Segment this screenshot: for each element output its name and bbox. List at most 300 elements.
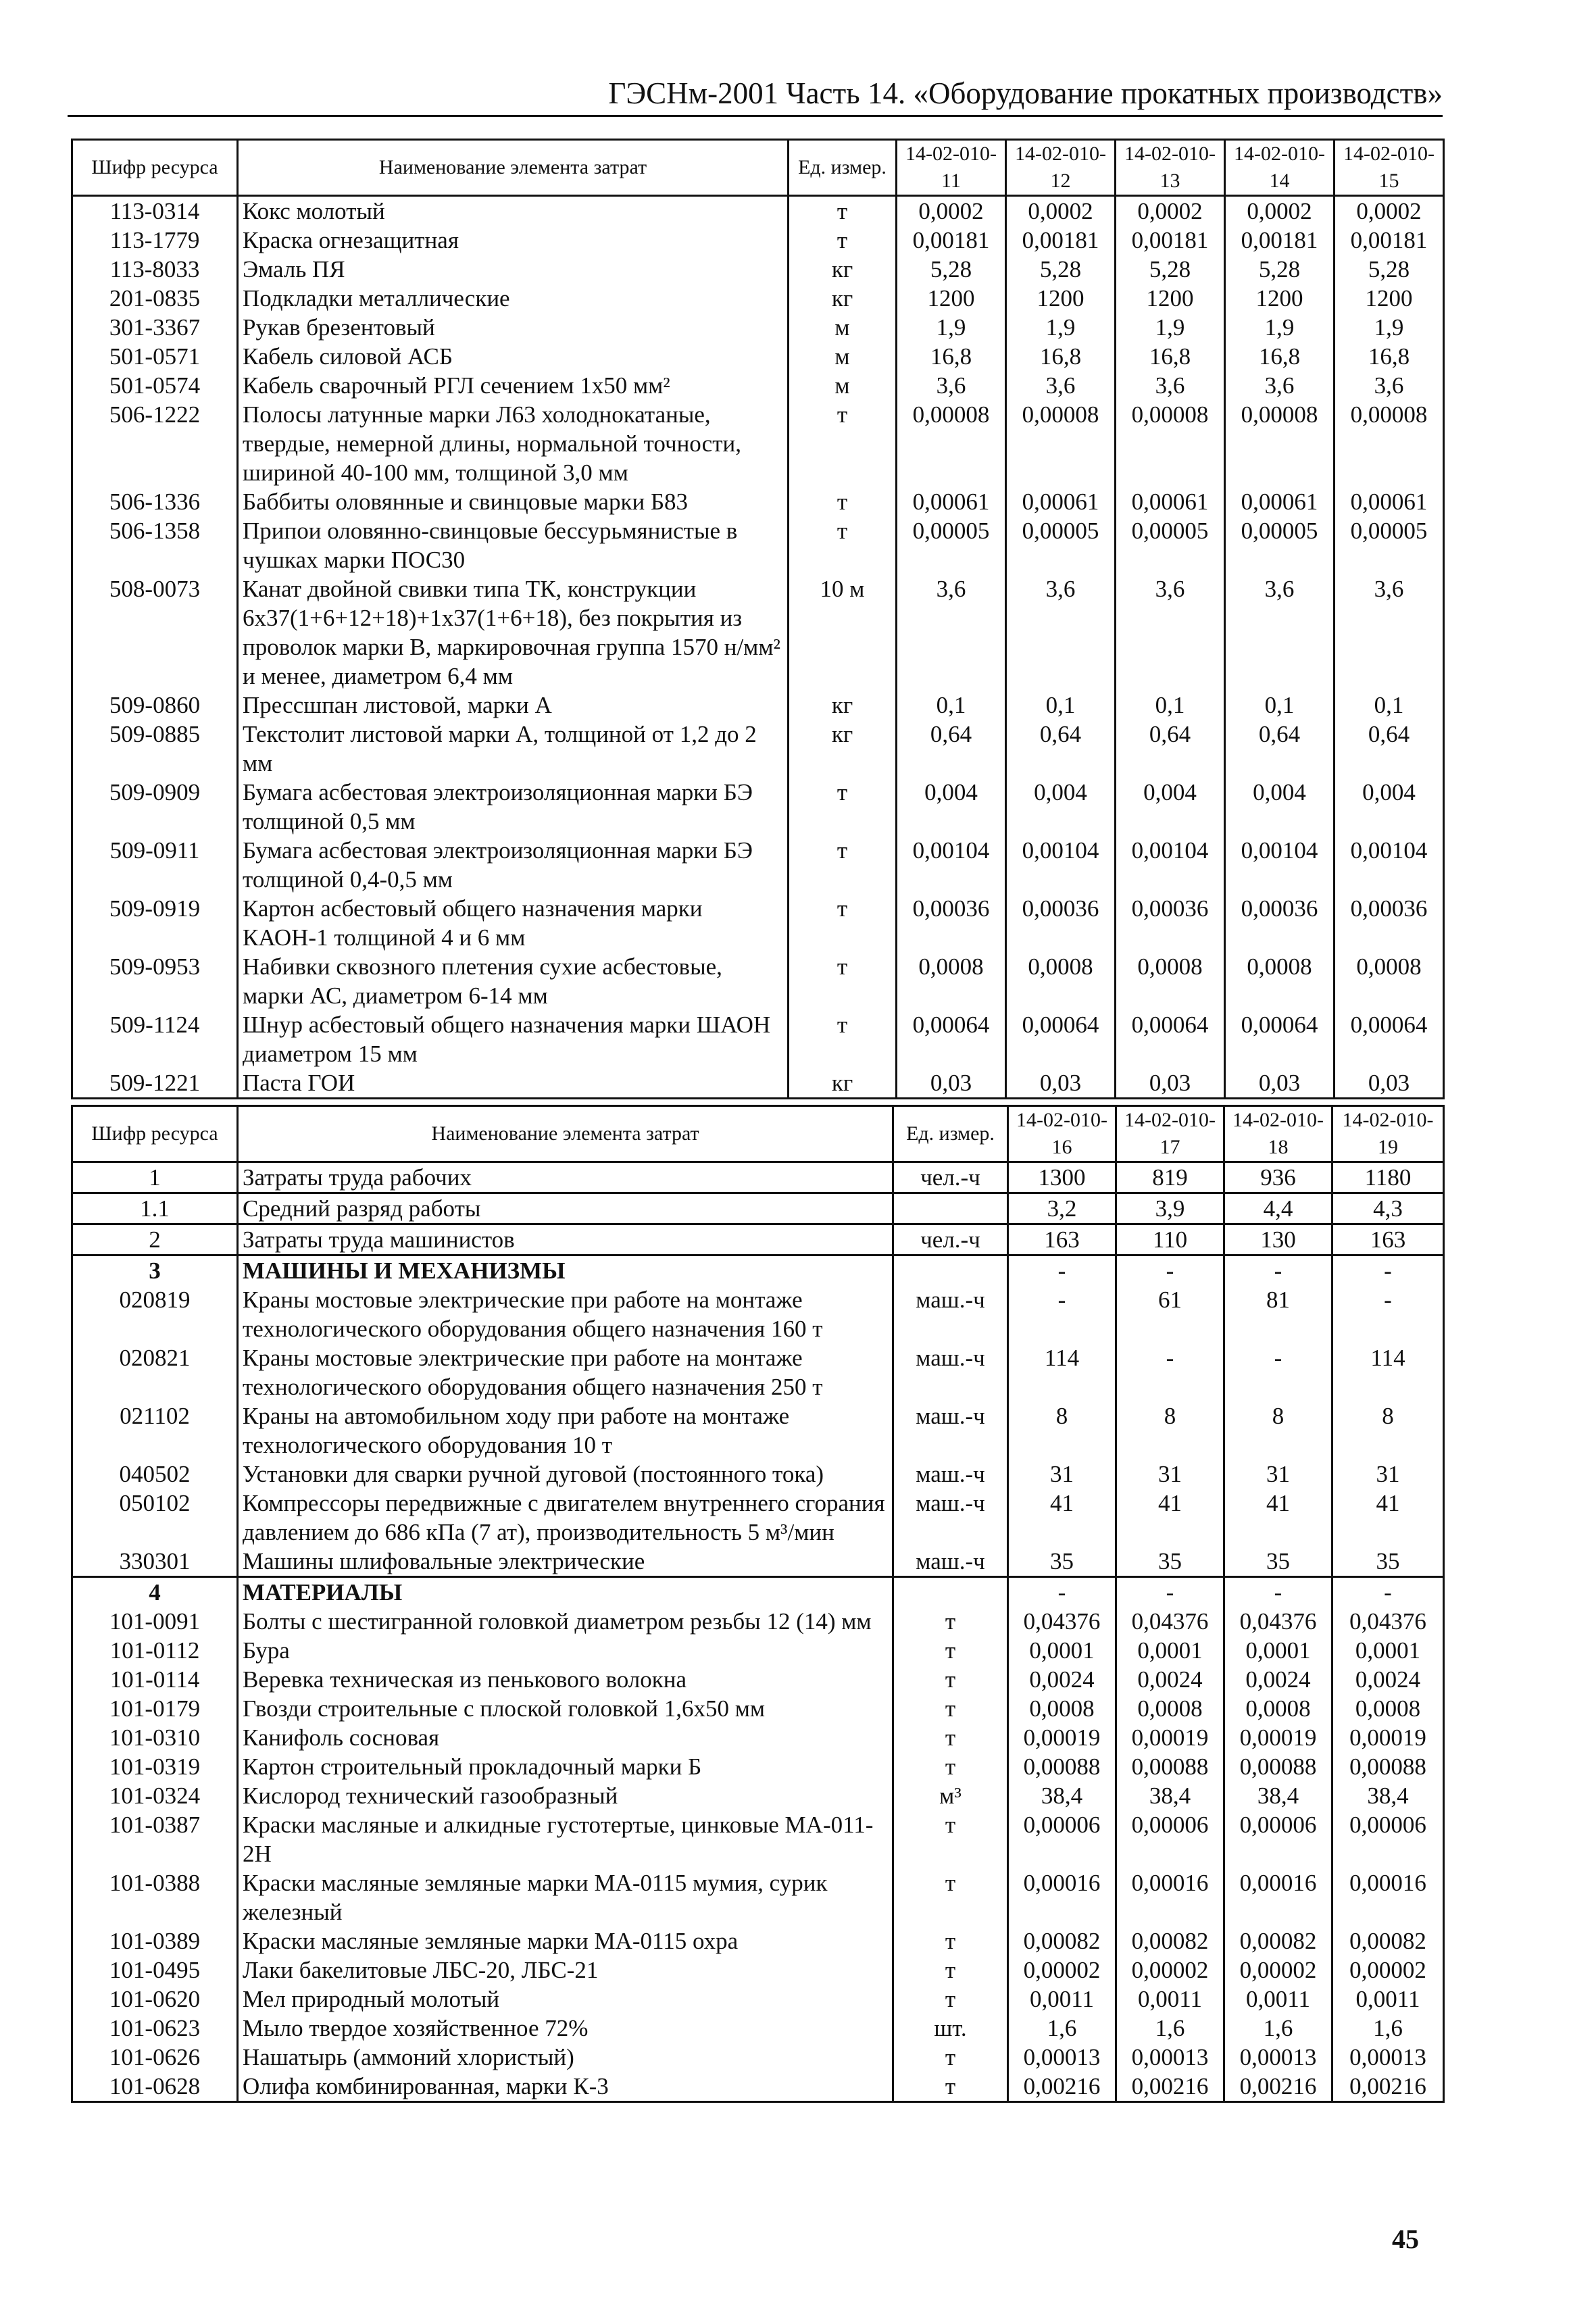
- resource-name-cell: Краски масляные земляные марки МА-0115 охра: [238, 1926, 893, 1956]
- value-cell: 3,6: [1225, 371, 1335, 400]
- value-cell: 0,00216: [1116, 2072, 1224, 2102]
- value-cell: 0,00061: [1116, 487, 1225, 516]
- resource-code-cell: 501-0574: [72, 371, 238, 400]
- unit-cell: чел.-ч: [893, 1162, 1008, 1193]
- value-cell: 35: [1224, 1547, 1332, 1577]
- value-cell: -: [1332, 1255, 1444, 1286]
- value-cell: 0,00104: [1006, 836, 1116, 894]
- value-cell: 0,0008: [1116, 952, 1225, 1010]
- resource-code-cell: 2: [72, 1224, 238, 1255]
- resource-name-cell: Подкладки металлические: [238, 284, 789, 313]
- value-cell: 0,00216: [1224, 2072, 1332, 2102]
- value-cell: 38,4: [1224, 1781, 1332, 1810]
- value-cell: 110: [1116, 1224, 1224, 1255]
- resource-name-cell: Прессшпан листовой, марки А: [238, 691, 789, 720]
- value-cell: 0,00036: [1335, 894, 1444, 952]
- unit-cell: т: [789, 1010, 897, 1068]
- resource-name-cell: Затраты труда рабочих: [238, 1162, 893, 1193]
- resource-code-cell: 101-0389: [72, 1926, 238, 1956]
- table-row: [72, 1810, 1444, 1868]
- value-cell: 35: [1116, 1547, 1224, 1577]
- value-cell: 0,0008: [1224, 1694, 1332, 1723]
- value-cell: 0,03: [1225, 1068, 1335, 1099]
- resource-code-cell: 101-0387: [72, 1810, 238, 1868]
- value-cell: 1,9: [1116, 313, 1225, 342]
- resource-name-cell: Кокс молотый: [238, 196, 789, 226]
- resource-name-cell: Краны мостовые электрические при работе на монтаже технологического оборудования общего назначения 160 т: [238, 1285, 893, 1343]
- value-cell: 0,00008: [1006, 400, 1116, 487]
- table-row: [72, 1868, 1444, 1926]
- value-cell: 0,00181: [1335, 226, 1444, 255]
- resource-name-cell: Затраты труда машинистов: [238, 1224, 893, 1255]
- value-cell: 0,0002: [897, 196, 1006, 226]
- value-cell: 0,0002: [1225, 196, 1335, 226]
- resource-code-cell: 101-0626: [72, 2043, 238, 2072]
- value-cell: 0,1: [1006, 691, 1116, 720]
- value-cell: 0,00005: [1335, 516, 1444, 574]
- resource-code-cell: 101-0623: [72, 2014, 238, 2043]
- unit-cell: т: [893, 1607, 1008, 1636]
- value-cell: 819: [1116, 1162, 1224, 1193]
- unit-cell: маш.-ч: [893, 1285, 1008, 1343]
- value-cell: 1200: [1116, 284, 1225, 313]
- value-cell: 16,8: [1006, 342, 1116, 371]
- unit-cell: т: [789, 196, 897, 226]
- value-cell: 0,0001: [1224, 1636, 1332, 1665]
- value-cell: 3,6: [1116, 371, 1225, 400]
- value-cell: 0,0011: [1116, 1985, 1224, 2014]
- table-row: [72, 1956, 1444, 1985]
- resource-code-cell: 3: [72, 1255, 238, 1286]
- value-cell: 8: [1224, 1401, 1332, 1460]
- resource-code-cell: 113-0314: [72, 196, 238, 226]
- value-cell: 5,28: [897, 255, 1006, 284]
- resource-name-cell: Канифоль сосновая: [238, 1723, 893, 1752]
- resource-code-cell: 509-0953: [72, 952, 238, 1010]
- resource-name-cell: Компрессоры передвижные с двигателем внутреннего сгорания давлением до 686 кПа (7 ат), производительность 5 м³/мин: [238, 1489, 893, 1547]
- value-cell: 0,0024: [1332, 1665, 1444, 1694]
- table-row: [72, 1285, 1444, 1343]
- resource-code-cell: 501-0571: [72, 342, 238, 371]
- resource-code-cell: 101-0310: [72, 1723, 238, 1752]
- table-row: [72, 487, 1444, 516]
- resource-code-cell: 506-1336: [72, 487, 238, 516]
- resource-name-cell: Олифа комбинированная, марки К-3: [238, 2072, 893, 2102]
- table-row: [72, 952, 1444, 1010]
- table-row: [72, 313, 1444, 342]
- resource-table-1: [71, 139, 1445, 1099]
- value-cell: 163: [1008, 1224, 1116, 1255]
- value-cell: 1200: [897, 284, 1006, 313]
- page-number: 45: [1392, 2224, 1419, 2254]
- value-cell: 0,00082: [1332, 1926, 1444, 1956]
- resource-name-cell: Картон строительный прокладочный марки Б: [238, 1752, 893, 1781]
- resource-name-cell: Веревка техническая из пенькового волокна: [238, 1665, 893, 1694]
- table-row: [72, 720, 1444, 778]
- table-row: [72, 1781, 1444, 1810]
- resource-code-cell: 101-0179: [72, 1694, 238, 1723]
- resource-code-cell: 509-1221: [72, 1068, 238, 1099]
- value-cell: 0,64: [1225, 720, 1335, 778]
- value-cell: 0,004: [897, 778, 1006, 836]
- value-cell: 0,0002: [1006, 196, 1116, 226]
- table-row: [72, 2043, 1444, 2072]
- resource-name-cell: Мел природный молотый: [238, 1985, 893, 2014]
- value-cell: 0,00181: [897, 226, 1006, 255]
- value-cell: 3,6: [897, 371, 1006, 400]
- resource-name-cell: Текстолит листовой марки А, толщиной от 1,2 до 2 мм: [238, 720, 789, 778]
- value-cell: 0,04376: [1008, 1607, 1116, 1636]
- header-col: 14-02-010-11: [897, 140, 1006, 196]
- table-row: [72, 342, 1444, 371]
- resource-code-cell: 020819: [72, 1285, 238, 1343]
- value-cell: 1,6: [1116, 2014, 1224, 2043]
- value-cell: 0,004: [1225, 778, 1335, 836]
- unit-cell: т: [893, 2043, 1008, 2072]
- value-cell: 130: [1224, 1224, 1332, 1255]
- table-row: [72, 1162, 1444, 1193]
- header-col: 14-02-010-15: [1335, 140, 1444, 196]
- unit-cell: т: [789, 516, 897, 574]
- unit-cell: м³: [893, 1781, 1008, 1810]
- table-row: [72, 1607, 1444, 1636]
- resource-name-cell: Кислород технический газообразный: [238, 1781, 893, 1810]
- resource-code-cell: 050102: [72, 1489, 238, 1547]
- value-cell: 0,00019: [1008, 1723, 1116, 1752]
- value-cell: 0,00008: [1225, 400, 1335, 487]
- resource-code-cell: 1: [72, 1162, 238, 1193]
- value-cell: 0,00013: [1116, 2043, 1224, 2072]
- unit-cell: маш.-ч: [893, 1489, 1008, 1547]
- value-cell: 0,03: [1335, 1068, 1444, 1099]
- resource-code-cell: 101-0628: [72, 2072, 238, 2102]
- value-cell: 41: [1008, 1489, 1116, 1547]
- table-row: [72, 691, 1444, 720]
- unit-cell: [893, 1577, 1008, 1608]
- value-cell: 0,00061: [1335, 487, 1444, 516]
- value-cell: 0,00036: [1006, 894, 1116, 952]
- resource-code-cell: 101-0495: [72, 1956, 238, 1985]
- unit-cell: 10 м: [789, 574, 897, 691]
- unit-cell: т: [789, 400, 897, 487]
- unit-cell: т: [893, 1752, 1008, 1781]
- resource-code-cell: 508-0073: [72, 574, 238, 691]
- value-cell: -: [1008, 1255, 1116, 1286]
- value-cell: 0,64: [1006, 720, 1116, 778]
- value-cell: 1180: [1332, 1162, 1444, 1193]
- value-cell: 0,00002: [1332, 1956, 1444, 1985]
- resource-name-cell: Мыло твердое хозяйственное 72%: [238, 2014, 893, 2043]
- value-cell: 0,00002: [1224, 1956, 1332, 1985]
- value-cell: -: [1224, 1577, 1332, 1608]
- value-cell: 0,00006: [1224, 1810, 1332, 1868]
- unit-cell: м: [789, 342, 897, 371]
- resource-name-cell: Баббиты оловянные и свинцовые марки Б83: [238, 487, 789, 516]
- value-cell: 0,00005: [1225, 516, 1335, 574]
- unit-cell: м: [789, 371, 897, 400]
- resource-code-cell: 101-0388: [72, 1868, 238, 1926]
- resource-name-cell: Лаки бакелитовые ЛБС-20, ЛБС-21: [238, 1956, 893, 1985]
- value-cell: 81: [1224, 1285, 1332, 1343]
- resource-name-cell: Средний разряд работы: [238, 1193, 893, 1224]
- value-cell: 31: [1332, 1460, 1444, 1489]
- value-cell: 1200: [1006, 284, 1116, 313]
- table-row: [72, 1752, 1444, 1781]
- value-cell: 0,0008: [897, 952, 1006, 1010]
- table-row: [72, 226, 1444, 255]
- table-row: [72, 836, 1444, 894]
- value-cell: 0,00036: [1225, 894, 1335, 952]
- value-cell: 5,28: [1006, 255, 1116, 284]
- resource-name-cell: Бура: [238, 1636, 893, 1665]
- unit-cell: т: [893, 1636, 1008, 1665]
- table-row: [72, 1926, 1444, 1956]
- value-cell: 3,6: [1335, 574, 1444, 691]
- value-cell: 4,3: [1332, 1193, 1444, 1224]
- value-cell: 5,28: [1225, 255, 1335, 284]
- unit-cell: т: [893, 1665, 1008, 1694]
- value-cell: 1,9: [897, 313, 1006, 342]
- resource-code-cell: 506-1222: [72, 400, 238, 487]
- value-cell: 41: [1332, 1489, 1444, 1547]
- value-cell: 0,00006: [1008, 1810, 1116, 1868]
- value-cell: 1,9: [1225, 313, 1335, 342]
- value-cell: 1,9: [1006, 313, 1116, 342]
- unit-cell: т: [893, 2072, 1008, 2102]
- unit-cell: т: [789, 836, 897, 894]
- resource-name-cell: МАТЕРИАЛЫ: [238, 1577, 893, 1608]
- unit-cell: т: [893, 1723, 1008, 1752]
- table-row: [72, 1723, 1444, 1752]
- value-cell: 3,6: [1006, 574, 1116, 691]
- value-cell: 0,0001: [1116, 1636, 1224, 1665]
- value-cell: 16,8: [1335, 342, 1444, 371]
- value-cell: 3,6: [1006, 371, 1116, 400]
- value-cell: 0,1: [1335, 691, 1444, 720]
- unit-cell: т: [789, 226, 897, 255]
- value-cell: 38,4: [1008, 1781, 1116, 1810]
- value-cell: 38,4: [1116, 1781, 1224, 1810]
- value-cell: 1,6: [1008, 2014, 1116, 2043]
- value-cell: 0,00002: [1116, 1956, 1224, 1985]
- unit-cell: т: [893, 1868, 1008, 1926]
- unit-cell: кг: [789, 284, 897, 313]
- header-name: Наименование элемента затрат: [238, 140, 789, 196]
- table-row: [72, 778, 1444, 836]
- table-row: [72, 516, 1444, 574]
- value-cell: 0,1: [1225, 691, 1335, 720]
- table-row: [72, 400, 1444, 487]
- value-cell: 0,64: [1335, 720, 1444, 778]
- page-header: ГЭСНм-2001 Часть 14. «Оборудование прокатных производств»: [68, 76, 1443, 117]
- resource-name-cell: Эмаль ПЯ: [238, 255, 789, 284]
- value-cell: 0,00013: [1224, 2043, 1332, 2072]
- table-row: [72, 1193, 1444, 1224]
- resource-code-cell: 020821: [72, 1343, 238, 1401]
- value-cell: 41: [1224, 1489, 1332, 1547]
- resource-name-cell: Краны на автомобильном ходу при работе на монтаже технологического оборудования 10 т: [238, 1401, 893, 1460]
- value-cell: 0,00008: [1116, 400, 1225, 487]
- value-cell: 61: [1116, 1285, 1224, 1343]
- value-cell: -: [1332, 1285, 1444, 1343]
- value-cell: 0,00019: [1332, 1723, 1444, 1752]
- value-cell: 0,03: [897, 1068, 1006, 1099]
- value-cell: 0,00088: [1224, 1752, 1332, 1781]
- value-cell: -: [1116, 1577, 1224, 1608]
- value-cell: 16,8: [1225, 342, 1335, 371]
- resource-name-cell: Рукав брезентовый: [238, 313, 789, 342]
- table-row: [72, 1489, 1444, 1547]
- resource-name-cell: Кабель силовой АСБ: [238, 342, 789, 371]
- value-cell: 0,00005: [1006, 516, 1116, 574]
- resource-code-cell: 330301: [72, 1547, 238, 1577]
- value-cell: 0,04376: [1332, 1607, 1444, 1636]
- value-cell: 0,64: [1116, 720, 1225, 778]
- resource-code-cell: 040502: [72, 1460, 238, 1489]
- value-cell: 31: [1116, 1460, 1224, 1489]
- resource-name-cell: Нашатырь (аммоний хлористый): [238, 2043, 893, 2072]
- value-cell: 0,00005: [897, 516, 1006, 574]
- unit-cell: т: [893, 1694, 1008, 1723]
- value-cell: 35: [1332, 1547, 1444, 1577]
- value-cell: 0,00008: [1335, 400, 1444, 487]
- value-cell: -: [1116, 1255, 1224, 1286]
- unit-cell: кг: [789, 720, 897, 778]
- table-row: [72, 196, 1444, 226]
- value-cell: -: [1008, 1285, 1116, 1343]
- unit-cell: кг: [789, 255, 897, 284]
- value-cell: 0,00016: [1116, 1868, 1224, 1926]
- value-cell: 3,2: [1008, 1193, 1116, 1224]
- value-cell: 8: [1008, 1401, 1116, 1460]
- value-cell: 0,0001: [1008, 1636, 1116, 1665]
- resource-name-cell: Краски масляные земляные марки МА-0115 мумия, сурик железный: [238, 1868, 893, 1926]
- table-body: [72, 1162, 1444, 2102]
- value-cell: 0,0008: [1332, 1694, 1444, 1723]
- value-cell: 0,00104: [1335, 836, 1444, 894]
- value-cell: 0,00061: [897, 487, 1006, 516]
- unit-cell: т: [789, 778, 897, 836]
- value-cell: 0,004: [1006, 778, 1116, 836]
- resource-name-cell: Краска огнезащитная: [238, 226, 789, 255]
- value-cell: 0,00019: [1224, 1723, 1332, 1752]
- value-cell: -: [1008, 1577, 1116, 1608]
- resource-name-cell: Канат двойной свивки типа ТК, конструкции 6х37(1+6+12+18)+1х37(1+6+18), без покрытия из проволок марки В, маркировочная группа 1570 н/мм² и менее, диаметром 6,4 мм: [238, 574, 789, 691]
- value-cell: 0,04376: [1224, 1607, 1332, 1636]
- value-cell: 0,00064: [1006, 1010, 1116, 1068]
- header-col: 14-02-010-16: [1008, 1106, 1116, 1162]
- unit-cell: т: [893, 1926, 1008, 1956]
- resource-table-2: [71, 1105, 1445, 2103]
- value-cell: 1200: [1225, 284, 1335, 313]
- value-cell: 3,6: [897, 574, 1006, 691]
- resource-name-cell: Гвозди строительные с плоской головкой 1,6х50 мм: [238, 1694, 893, 1723]
- value-cell: 1,6: [1224, 2014, 1332, 2043]
- table-row: [72, 255, 1444, 284]
- value-cell: 5,28: [1116, 255, 1225, 284]
- table-row: [72, 1577, 1444, 1608]
- resource-name-cell: Бумага асбестовая электроизоляционная марки БЭ толщиной 0,5 мм: [238, 778, 789, 836]
- value-cell: 0,0008: [1008, 1694, 1116, 1723]
- value-cell: 38,4: [1332, 1781, 1444, 1810]
- table-row: [72, 574, 1444, 691]
- value-cell: 0,00181: [1116, 226, 1225, 255]
- table-row: [72, 894, 1444, 952]
- value-cell: 0,00088: [1008, 1752, 1116, 1781]
- resource-code-cell: 506-1358: [72, 516, 238, 574]
- value-cell: 8: [1332, 1401, 1444, 1460]
- value-cell: 3,9: [1116, 1193, 1224, 1224]
- value-cell: 0,00006: [1116, 1810, 1224, 1868]
- value-cell: 0,64: [897, 720, 1006, 778]
- resource-code-cell: 509-0911: [72, 836, 238, 894]
- value-cell: -: [1332, 1577, 1444, 1608]
- table-row: [72, 371, 1444, 400]
- value-cell: 0,00013: [1332, 2043, 1444, 2072]
- resource-name-cell: Бумага асбестовая электроизоляционная марки БЭ толщиной 0,4-0,5 мм: [238, 836, 789, 894]
- resource-code-cell: 1.1: [72, 1193, 238, 1224]
- value-cell: 0,0002: [1335, 196, 1444, 226]
- value-cell: 0,00019: [1116, 1723, 1224, 1752]
- table-row: [72, 1255, 1444, 1286]
- resource-name-cell: Шнур асбестовый общего назначения марки ШАОН диаметром 15 мм: [238, 1010, 789, 1068]
- value-cell: 0,00104: [897, 836, 1006, 894]
- resource-code-cell: 509-0919: [72, 894, 238, 952]
- resource-code-cell: 509-0909: [72, 778, 238, 836]
- value-cell: 0,00181: [1225, 226, 1335, 255]
- value-cell: 3,6: [1335, 371, 1444, 400]
- header-col: 14-02-010-12: [1006, 140, 1116, 196]
- value-cell: 0,00016: [1224, 1868, 1332, 1926]
- header-unit: Ед. измер.: [893, 1106, 1008, 1162]
- value-cell: 0,00216: [1008, 2072, 1116, 2102]
- resource-code-cell: 113-8033: [72, 255, 238, 284]
- unit-cell: маш.-ч: [893, 1343, 1008, 1401]
- unit-cell: чел.-ч: [893, 1224, 1008, 1255]
- resource-name-cell: Болты с шестигранной головкой диаметром резьбы 12 (14) мм: [238, 1607, 893, 1636]
- value-cell: 0,1: [1116, 691, 1225, 720]
- value-cell: 31: [1224, 1460, 1332, 1489]
- value-cell: 0,00008: [897, 400, 1006, 487]
- value-cell: 0,0008: [1116, 1694, 1224, 1723]
- unit-cell: [893, 1193, 1008, 1224]
- value-cell: 114: [1332, 1343, 1444, 1401]
- value-cell: 0,004: [1116, 778, 1225, 836]
- table-header-row: [72, 140, 1444, 196]
- value-cell: 936: [1224, 1162, 1332, 1193]
- value-cell: 41: [1116, 1489, 1224, 1547]
- value-cell: 0,0002: [1116, 196, 1225, 226]
- resource-name-cell: Установки для сварки ручной дуговой (постоянного тока): [238, 1460, 893, 1489]
- resource-code-cell: 101-0324: [72, 1781, 238, 1810]
- resource-code-cell: 101-0620: [72, 1985, 238, 2014]
- value-cell: 0,00064: [1116, 1010, 1225, 1068]
- table-row: [72, 284, 1444, 313]
- table-row: [72, 1224, 1444, 1255]
- table-header-row: [72, 1106, 1444, 1162]
- value-cell: 0,00016: [1008, 1868, 1116, 1926]
- value-cell: 0,00006: [1332, 1810, 1444, 1868]
- resource-name-cell: Полосы латунные марки Л63 холоднокатаные, твердые, немерной длины, нормальной точности, шириной 40-100 мм, толщиной 3,0 мм: [238, 400, 789, 487]
- value-cell: 0,00064: [1225, 1010, 1335, 1068]
- resource-code-cell: 301-3367: [72, 313, 238, 342]
- value-cell: 0,00082: [1008, 1926, 1116, 1956]
- unit-cell: м: [789, 313, 897, 342]
- unit-cell: маш.-ч: [893, 1460, 1008, 1489]
- value-cell: 163: [1332, 1224, 1444, 1255]
- value-cell: 0,00082: [1116, 1926, 1224, 1956]
- value-cell: 0,00061: [1225, 487, 1335, 516]
